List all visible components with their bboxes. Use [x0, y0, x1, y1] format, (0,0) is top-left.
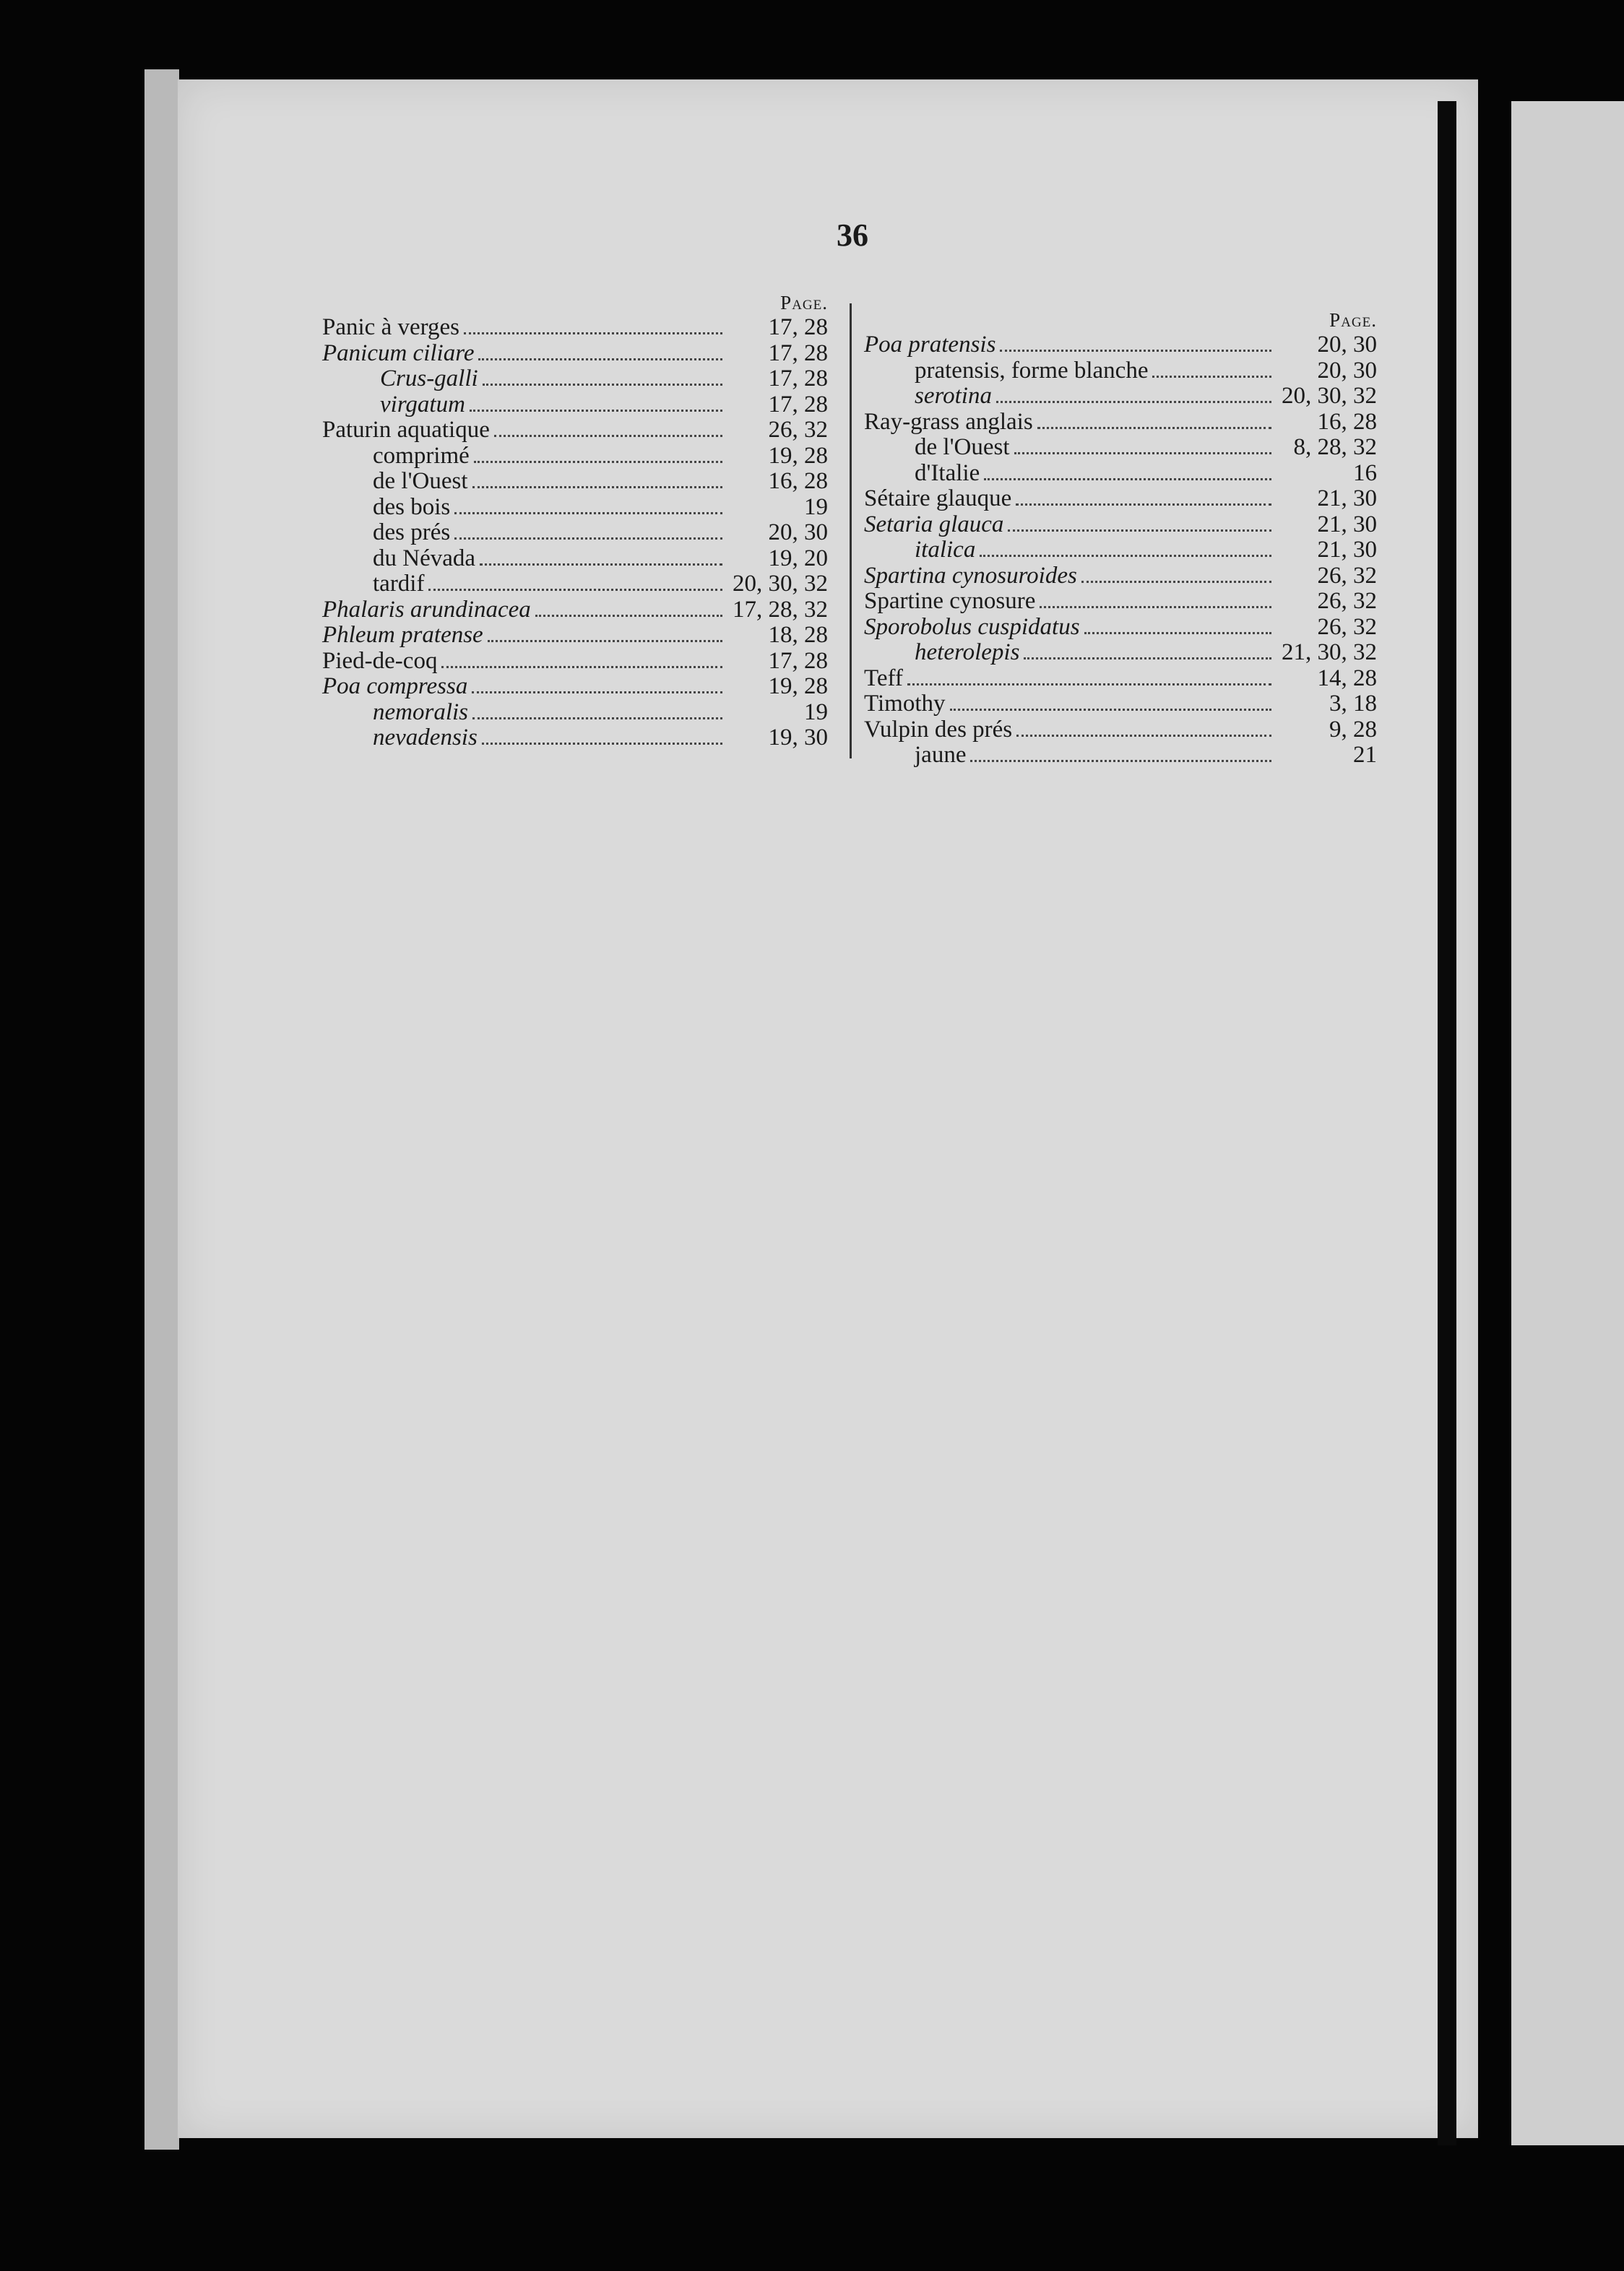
entry-term: Poa compressa — [322, 673, 468, 699]
column-divider — [850, 303, 852, 758]
entry-term: Timothy — [864, 691, 946, 717]
index-entry — [864, 691, 1377, 717]
entry-term: Spartine cynosure — [864, 588, 1036, 614]
entry-pages: 19, 28 — [768, 442, 828, 469]
entry-pages: 17, 28 — [768, 339, 828, 366]
index-entry — [864, 537, 1377, 563]
index-entry — [322, 700, 828, 726]
entry-term: nevadensis — [373, 724, 478, 750]
index-column-left — [322, 290, 828, 751]
page-edge — [144, 69, 179, 2150]
entry-term: Teff — [864, 665, 903, 691]
entry-term: comprimé — [373, 442, 470, 469]
entry-term: nemoralis — [373, 698, 468, 725]
entry-term: heterolepis — [915, 639, 1020, 665]
index-entry — [322, 725, 828, 751]
index-entry — [864, 384, 1377, 410]
entry-pages: 20, 30 — [768, 519, 828, 545]
index-entry — [864, 332, 1377, 358]
entry-pages: 21 — [1353, 742, 1377, 768]
index-entry — [864, 717, 1377, 743]
index-entry — [322, 597, 828, 623]
index-entry — [864, 358, 1377, 384]
entry-term: Panicum ciliare — [322, 339, 475, 366]
entry-term: Phalaris arundinacea — [322, 596, 531, 623]
index-entry — [322, 649, 828, 675]
entry-pages: 20, 30 — [1317, 357, 1377, 384]
entry-pages: 19 — [804, 698, 828, 725]
entry-term: jaune — [915, 742, 967, 768]
entry-term: serotina — [915, 383, 992, 409]
index-entry — [864, 615, 1377, 641]
entry-pages: 17, 28 — [768, 391, 828, 418]
entry-pages: 26, 32 — [1317, 613, 1377, 640]
entry-term: Setaria glauca — [864, 511, 1004, 537]
index-entry — [322, 341, 828, 367]
index-entry — [864, 435, 1377, 461]
entry-pages: 8, 28, 32 — [1293, 434, 1377, 460]
entry-term: Ray-grass anglais — [864, 408, 1033, 435]
entry-term: Pied-de-coq — [322, 647, 438, 674]
entry-pages: 16, 28 — [1317, 408, 1377, 435]
entry-term: Crus-galli — [380, 365, 478, 392]
entry-pages: 17, 28, 32 — [733, 596, 828, 623]
index-entry — [864, 461, 1377, 487]
entry-term: tardif — [373, 571, 425, 597]
entry-term: Panic à verges — [322, 314, 459, 340]
index-entry — [864, 589, 1377, 615]
entry-term: d'Italie — [915, 459, 980, 486]
index-entry — [322, 674, 828, 700]
index-entry — [864, 512, 1377, 538]
entry-pages: 17, 28 — [768, 314, 828, 340]
index-entry — [322, 571, 828, 597]
entry-term: de l'Ouest — [915, 434, 1010, 460]
entry-pages: 21, 30 — [1317, 537, 1377, 563]
index-entry — [322, 315, 828, 341]
index-entry — [322, 444, 828, 470]
index-entry — [864, 743, 1377, 769]
entry-term: italica — [915, 537, 976, 563]
index-entry — [322, 366, 828, 392]
index-entry — [322, 623, 828, 649]
entry-term: des prés — [373, 519, 451, 545]
facing-page-edge — [1511, 101, 1624, 2145]
index-entry — [864, 410, 1377, 436]
entry-pages: 26, 32 — [1317, 562, 1377, 589]
index-entry — [322, 520, 828, 546]
index-column-right — [864, 308, 1377, 769]
entry-pages: 17, 28 — [768, 365, 828, 392]
index-entry — [322, 546, 828, 572]
entry-pages: 19 — [804, 493, 828, 520]
page-column-header: Page. — [780, 292, 828, 313]
entry-pages: 19, 28 — [768, 673, 828, 699]
index-entry — [322, 418, 828, 444]
book-spine — [1438, 101, 1456, 2145]
entry-pages: 9, 28 — [1329, 716, 1377, 743]
index-entry — [864, 666, 1377, 692]
entry-pages: 21, 30 — [1317, 511, 1377, 537]
entry-pages: 26, 32 — [1317, 588, 1377, 614]
index-entry — [322, 392, 828, 418]
entry-pages: 16 — [1353, 459, 1377, 486]
entry-pages: 14, 28 — [1317, 665, 1377, 691]
entry-term: Spartina cynosuroides — [864, 562, 1077, 589]
entry-pages: 17, 28 — [768, 647, 828, 674]
index-entry — [864, 640, 1377, 666]
entry-term: pratensis — [915, 357, 1000, 384]
entry-term: Sétaire glauque — [864, 485, 1012, 511]
entry-pages: 19, 20 — [768, 545, 828, 571]
page-column-header: Page. — [1329, 309, 1377, 331]
entry-pages: 20, 30, 32 — [733, 571, 828, 597]
entry-pages: 18, 28 — [768, 622, 828, 648]
entry-term: virgatum — [380, 391, 465, 418]
index-entry — [322, 469, 828, 495]
page-number: 36 — [837, 217, 868, 253]
entry-term-suffix: , forme blanche — [999, 357, 1149, 384]
entry-term: des bois — [373, 493, 451, 520]
index-entry — [864, 486, 1377, 512]
index-entry — [322, 495, 828, 521]
entry-pages: 20, 30 — [1317, 332, 1377, 358]
entry-pages: 21, 30, 32 — [1282, 639, 1377, 665]
entry-term: de l'Ouest — [373, 468, 468, 494]
entry-pages: 21, 30 — [1317, 485, 1377, 511]
entry-term: Poa pratensis — [864, 332, 996, 358]
entry-pages: 3, 18 — [1329, 691, 1377, 717]
entry-term: du Névada — [373, 545, 476, 571]
entry-term: Sporobolus cuspidatus — [864, 613, 1080, 640]
entry-term: Phleum pratense — [322, 622, 483, 648]
entry-pages: 19, 30 — [768, 724, 828, 750]
entry-pages: 20, 30, 32 — [1282, 383, 1377, 409]
index-entry — [864, 563, 1377, 589]
entry-pages: 16, 28 — [768, 468, 828, 494]
entry-term: Vulpin des prés — [864, 716, 1013, 743]
entry-pages: 26, 32 — [768, 417, 828, 443]
entry-term: Paturin aquatique — [322, 417, 490, 443]
